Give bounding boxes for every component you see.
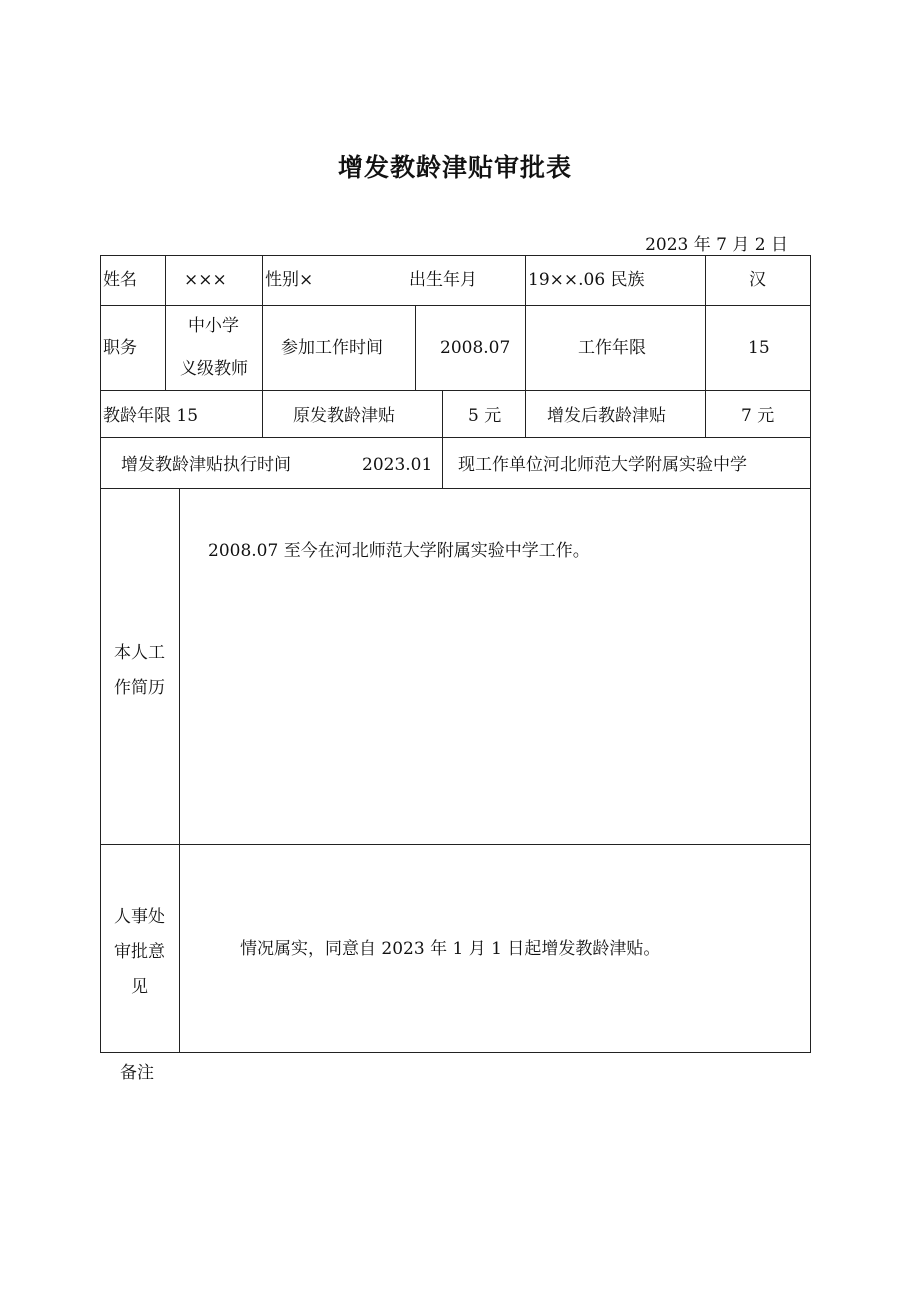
col-divider	[705, 255, 706, 305]
approval-form-table	[100, 255, 811, 1053]
col-divider	[705, 305, 706, 390]
new-allowance-label: 增发后教龄津贴	[547, 406, 666, 426]
row-divider	[100, 437, 811, 438]
birth-ethnicity-field: 19××.06 民族	[528, 270, 645, 290]
col-divider	[262, 305, 263, 390]
teaching-years-field: 教龄年限 15	[103, 406, 199, 426]
execution-time-label: 增发教龄津贴执行时间	[121, 455, 291, 475]
col-divider	[165, 255, 166, 305]
form-title: 增发教龄津贴审批表	[337, 153, 572, 182]
row-divider	[100, 488, 811, 489]
join-date-label: 参加工作时间	[281, 338, 383, 358]
birth-label: 出生年月	[409, 270, 477, 290]
position-value-line2: 义级教师	[180, 359, 248, 379]
position-label: 职务	[103, 338, 137, 358]
approval-label-line2: 审批意	[114, 942, 165, 962]
position-value-line1: 中小学	[188, 316, 239, 336]
col-divider	[415, 305, 416, 390]
remarks-label: 备注	[120, 1063, 154, 1083]
resume-text: 2008.07 至今在河北师范大学附属实验中学工作。	[208, 541, 590, 561]
col-divider	[525, 255, 526, 305]
new-allowance-value: 7 元	[741, 406, 775, 426]
col-divider	[442, 437, 443, 488]
resume-label-line2: 作简历	[114, 678, 165, 698]
resume-label	[100, 636, 179, 706]
col-divider	[179, 488, 180, 1053]
execution-time-value: 2023.01	[362, 455, 433, 475]
approval-text: 情况属实，同意自 2023 年 1 月 1 日起增发教龄津贴。	[240, 939, 661, 959]
col-divider	[525, 305, 526, 390]
approval-label-line3: 见	[131, 977, 148, 997]
table-border-bottom	[100, 1052, 811, 1053]
name-value: ×××	[184, 270, 227, 290]
join-date-value: 2008.07	[440, 338, 511, 358]
ethnicity-value: 汉	[749, 270, 766, 290]
approval-label-line1: 人事处	[114, 907, 165, 927]
work-years-label: 工作年限	[578, 338, 646, 358]
original-allowance-value: 5 元	[468, 406, 502, 426]
resume-label-line1: 本人工	[114, 643, 165, 663]
current-unit-field: 现工作单位河北师范大学附属实验中学	[458, 455, 747, 475]
col-divider	[442, 390, 443, 437]
form-date: 2023 年 7 月 2 日	[645, 235, 788, 255]
name-label: 姓名	[103, 270, 137, 290]
approval-label	[100, 900, 179, 1005]
col-divider	[165, 305, 166, 390]
work-years-value: 15	[748, 338, 770, 358]
col-divider	[705, 390, 706, 437]
row-divider	[100, 844, 811, 845]
col-divider	[262, 390, 263, 437]
gender-field: 性别×	[265, 270, 314, 290]
col-divider	[262, 255, 263, 305]
original-allowance-label: 原发教龄津贴	[293, 406, 395, 426]
table-border-right	[810, 255, 811, 1053]
col-divider	[525, 390, 526, 437]
